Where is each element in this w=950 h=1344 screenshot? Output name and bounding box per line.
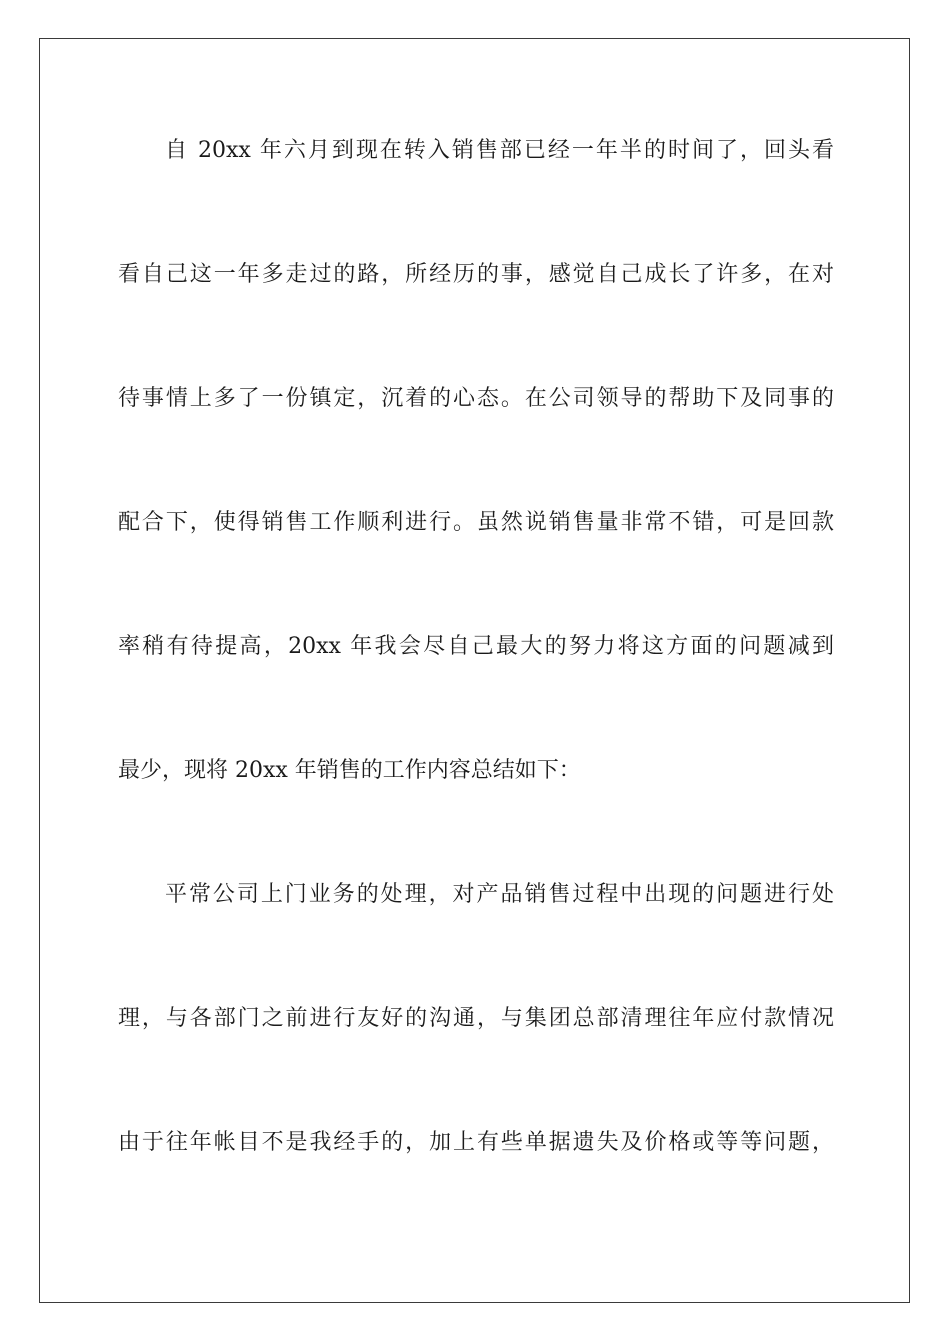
text-line: 平常公司上门业务的处理，对产品销售过程中出现的问题进行处 (165, 882, 834, 907)
text-line: 由于往年帐目不是我经手的，加上有些单据遗失及价格或等等问题， (118, 1130, 834, 1155)
text-line: 看自己这一年多走过的路，所经历的事，感觉自己成长了许多，在对 (118, 262, 834, 287)
page-border (39, 38, 910, 1303)
text-line: 待事情上多了一份镇定，沉着的心态。在公司领导的帮助下及同事的 (118, 386, 834, 411)
text-line: 配合下，使得销售工作顺利进行。虽然说销售量非常不错，可是回款 (118, 510, 834, 535)
text-line: 理，与各部门之前进行友好的沟通，与集团总部清理往年应付款情况 (118, 1006, 834, 1031)
text-line: 率稍有待提高，20xx 年我会尽自己最大的努力将这方面的问题减到 (118, 634, 834, 659)
text-line: 自 20xx 年六月到现在转入销售部已经一年半的时间了，回头看 (165, 138, 834, 163)
text-line: 最少，现将 20xx 年销售的工作内容总结如下： (118, 758, 581, 783)
